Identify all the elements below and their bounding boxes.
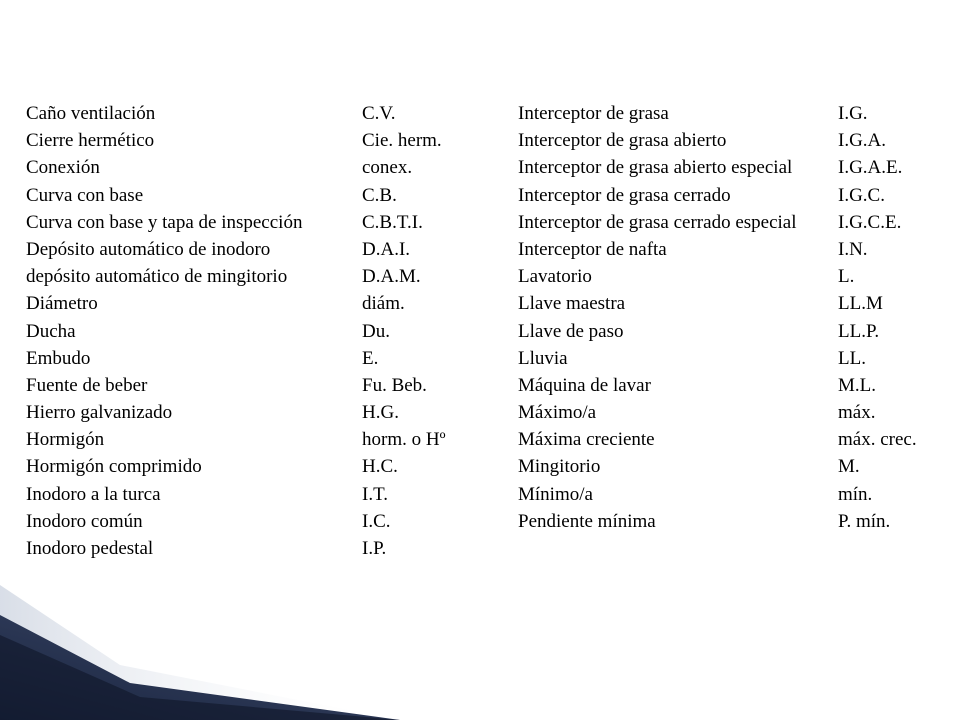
left-abbr: C.B. <box>362 184 397 206</box>
left-abbr: Du. <box>362 320 390 342</box>
left-term: Cierre hermético <box>26 130 155 152</box>
corner-decoration <box>0 585 400 720</box>
right-term: Pendiente mínima <box>518 510 656 532</box>
right-abbr: I.G.C. <box>838 184 885 206</box>
left-term: Inodoro pedestal <box>26 538 154 559</box>
left-abbr: horm. o Hº <box>362 429 446 451</box>
right-abbr: LL. <box>838 347 866 369</box>
right-abbr: I.G.A.E. <box>838 157 903 179</box>
right-term: Mínimo/a <box>518 483 593 505</box>
right-term: Interceptor de grasa abierto especial <box>518 157 793 179</box>
left-term: Diámetro <box>26 293 98 315</box>
right-term: Máxima creciente <box>518 429 655 451</box>
right-abbr: P. mín. <box>838 510 891 532</box>
right-term: Lluvia <box>518 347 568 369</box>
right-abbr: LL.P. <box>838 320 880 342</box>
left-term: Curva con base <box>26 184 144 206</box>
right-term: Interceptor de grasa cerrado <box>518 184 731 206</box>
right-term: Interceptor de grasa cerrado especial <box>518 211 797 233</box>
right-abbr: mín. <box>838 483 873 505</box>
left-abbr: Cie. herm. <box>362 130 442 152</box>
left-abbr: H.G. <box>362 402 399 424</box>
left-abbr: D.A.M. <box>362 266 421 288</box>
left-abbr: conex. <box>362 157 413 179</box>
right-abbr: I.N. <box>838 238 868 260</box>
right-term: Mingitorio <box>518 456 601 478</box>
left-abbr: C.B.T.I. <box>362 211 423 233</box>
right-abbr: L. <box>838 266 855 288</box>
left-term: Conexión <box>26 157 100 179</box>
left-abbr: Fu. Beb. <box>362 374 427 396</box>
right-abbr: M.L. <box>838 374 876 396</box>
right-term: Interceptor de nafta <box>518 238 667 260</box>
right-abbr: I.G. <box>838 103 868 124</box>
left-abbr: I.C. <box>362 510 391 532</box>
left-abbr: E. <box>362 347 379 369</box>
left-term: Fuente de beber <box>26 374 148 396</box>
right-abbr: I.G.C.E. <box>838 211 902 233</box>
left-term: Ducha <box>26 320 76 342</box>
left-abbr: I.P. <box>362 538 387 559</box>
left-abbr: I.T. <box>362 483 389 505</box>
left-term: Inodoro a la turca <box>26 483 161 505</box>
right-abbr: LL.M <box>838 293 883 315</box>
right-abbr: máx. <box>838 402 876 424</box>
left-term: Inodoro común <box>26 510 143 532</box>
left-term: Hormigón comprimido <box>26 456 202 478</box>
right-abbr: I.G.A. <box>838 130 887 152</box>
right-term: Interceptor de grasa abierto <box>518 130 727 152</box>
right-term: Lavatorio <box>518 266 592 288</box>
left-term: Depósito automático de inodoro <box>26 238 271 260</box>
right-abbr: máx. crec. <box>838 429 917 451</box>
left-abbr: C.V. <box>362 103 396 124</box>
left-term: depósito automático de mingitorio <box>26 266 288 288</box>
left-term: Curva con base y tapa de inspección <box>26 211 303 233</box>
left-term: Caño ventilación <box>26 103 156 124</box>
left-abbr: D.A.I. <box>362 238 411 260</box>
left-abbr: diám. <box>362 293 405 315</box>
right-term: Llave maestra <box>518 293 626 315</box>
right-abbr: M. <box>838 456 860 478</box>
right-term: Interceptor de grasa <box>518 103 669 124</box>
left-term: Embudo <box>26 347 91 369</box>
right-term: Llave de paso <box>518 320 624 342</box>
right-term: Máximo/a <box>518 402 597 424</box>
right-term: Máquina de lavar <box>518 374 651 396</box>
left-term: Hormigón <box>26 429 105 451</box>
left-term: Hierro galvanizado <box>26 402 173 424</box>
left-abbr: H.C. <box>362 456 398 478</box>
